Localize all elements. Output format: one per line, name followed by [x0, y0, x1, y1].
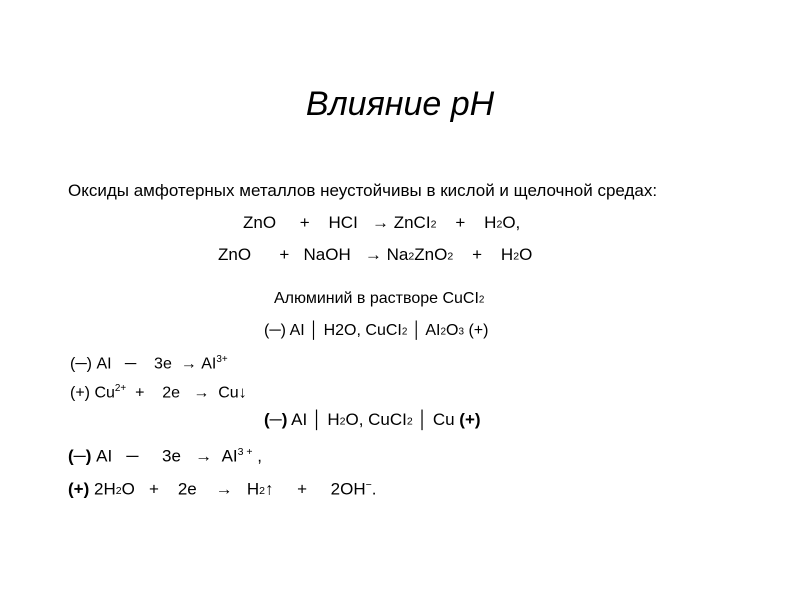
galvanic-scheme-2: (─) AI │ $H_2O$, CuCI$_2$ │ Cu (+)	[264, 410, 481, 429]
anode-reaction-2: (─) AI ─ 3e → $AI^{3 +}$ ,	[68, 446, 263, 466]
equation-zno-hcl	[243, 212, 520, 235]
anode-reaction-1: (─) AI ─ $3e \to AI^{3+}$	[70, 354, 228, 373]
eq2-reactant-naoh: NaOH	[303, 245, 351, 264]
cathode-reaction-2: (+) $2H_2O$ + 2e → $H_2↑$ + 2OH−.	[68, 479, 377, 499]
cathode-reaction-1: (+) $Cu^{2+}$ + 2e → Cu↓	[70, 383, 247, 402]
eq2-reactant-zno: ZnO	[218, 245, 252, 264]
eq1-plus-1: +	[299, 213, 310, 232]
scheme1-separator-1: │	[309, 322, 320, 339]
eq2-product-h2o: $H_2O$	[500, 245, 533, 264]
eq1-product-h2o: $H_2O$,	[484, 213, 521, 232]
eq2-product-na2zno2: $Na_2ZnO_2$	[386, 245, 454, 264]
scheme1-oxide: $AI_2O_3$	[425, 322, 464, 339]
eq1-plus-2: +	[455, 213, 466, 232]
eq1-reactant-hcl: HCI	[328, 213, 358, 232]
equation-zno-naoh	[218, 244, 532, 267]
oxides-intro: Оксиды амфотерных металлов неустойчивы в кислой и щелочной средах:	[68, 181, 658, 200]
scheme1-electrolyte: H2O, CuCI$_2$	[323, 322, 408, 339]
scheme1-separator-2: │	[411, 322, 422, 339]
scheme1-cathode-sign: (+)	[468, 322, 489, 339]
eq2-plus-1: +	[279, 245, 290, 264]
eq1-reactant-zno: ZnO	[243, 213, 277, 232]
eq2-arrow: →	[364, 245, 382, 264]
eq1-arrow: →	[371, 213, 389, 232]
scheme2-electrolyte: $H_2O$, CuCI$_2$	[327, 410, 413, 429]
aluminum-heading: Алюминий в растворе CuCI$_2$	[274, 290, 485, 307]
eq1-product-zncl2: ZnCI$_2$	[393, 213, 437, 232]
galvanic-scheme-1	[264, 320, 488, 344]
slide-title: Влияние pH	[305, 85, 495, 123]
scheme1-anode-sign: (─)	[264, 322, 286, 339]
eq2-plus-2: +	[472, 245, 483, 264]
scheme1-anode-al: AI	[289, 322, 305, 339]
